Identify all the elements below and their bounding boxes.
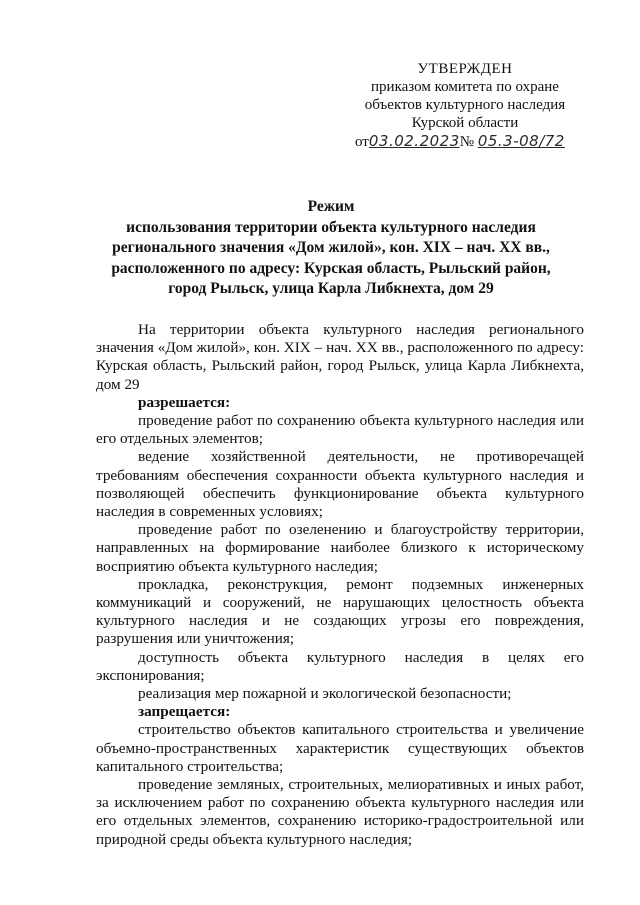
title-line-3: регионального значения «Дом жилой», кон. XIX – нач. XX вв., [112, 239, 550, 256]
allowed-item-1: проведение работ по сохранению объекта культурного наследия или его отдельных элементов; [96, 412, 584, 448]
document-body [96, 321, 584, 849]
approval-heading: УТВЕРЖДЕН [417, 61, 513, 77]
allowed-item-2: ведение хозяйственной деятельности, не противоречащей требованиям обеспечения сохранности объекта культурного наследия и позволяющей обеспечить функционирование объекта культурного наследия в современных условиях; [96, 448, 584, 521]
approval-line-committee: приказом комитета по охране [371, 79, 559, 95]
approval-stamp-block [345, 60, 585, 151]
approval-line-objects: объектов культурного наследия [364, 97, 566, 113]
approval-number-handwritten: 05.3-08/72 [477, 132, 565, 150]
forbidden-item-2: проведение земляных, строительных, мелиоративных и иных работ, за исключением работ по сохранению объекта культурного наследия или его отдельных элементов, сохранению историко-градостроительной или природной среды объекта культурного наследия; [96, 776, 584, 848]
allowed-label: разрешается: [138, 393, 231, 411]
forbidden-item-1: строительство объектов капитального строительства и увеличение объемно-пространственных характеристик существующих объектов капитального строительства; [96, 721, 584, 775]
approval-line-region: Курской области [411, 115, 519, 131]
approval-date-handwritten: 03.02.2023 [368, 132, 460, 150]
approval-date-line [345, 132, 585, 151]
title-line-2: использования территории объекта культурного наследия [126, 218, 536, 236]
allowed-item-3: проведение работ по озеленению и благоустройству территории, направленных на формирование наиболее близкого к историческому восприятию объекта культурного наследия; [96, 521, 584, 575]
allowed-item-6: реализация мер пожарной и экологической безопасности; [138, 685, 512, 703]
allowed-item-4: прокладка, реконструкция, ремонт подземных инженерных коммуникаций и сооружений, не нарушающих целостность объекта культурного наследия и не создающих угрозы его повреждения, разрушения или уничтожения; [96, 575, 584, 648]
approval-date-prefix: от [355, 134, 369, 150]
title-line-4: расположенного по адресу: Курская область, Рыльский район, [111, 259, 551, 277]
forbidden-label: запрещается: [138, 703, 231, 721]
intro-paragraph: На территории объекта культурного наследия регионального значения «Дом жилой», кон. XIX – нач. XX вв., расположенного по адресу: Курская область, Рыльский район, город Рыльск, улица Карла Либкнехта, дом 29 [96, 321, 584, 393]
approval-number-sign: № [459, 134, 475, 150]
title-line-5: город Рыльск, улица Карла Либкнехта, дом 29 [168, 280, 494, 297]
document-title [96, 197, 566, 300]
allowed-item-5: доступность объекта культурного наследия в целях его экспонирования; [96, 648, 584, 684]
title-line-1: Режим [307, 198, 355, 215]
